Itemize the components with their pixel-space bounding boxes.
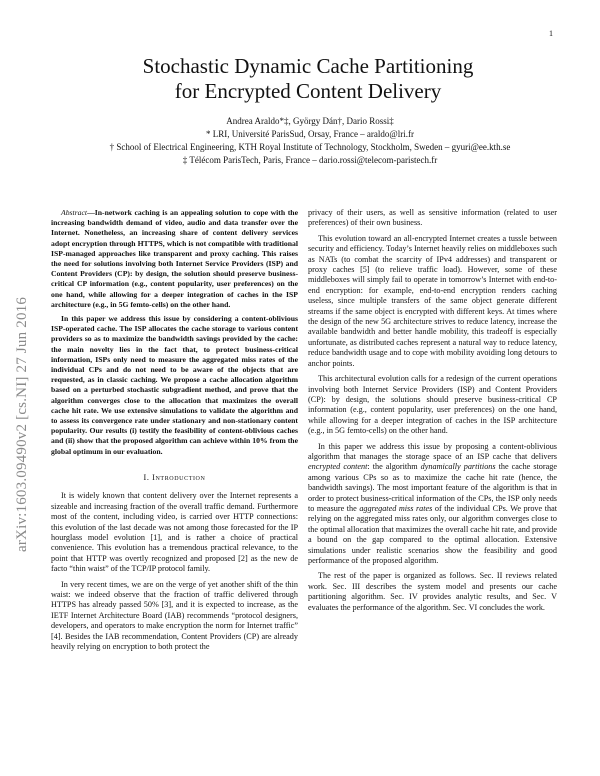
abstract-label: Abstract [61, 208, 88, 217]
affiliation-lri: * LRI, Université ParisSud, Orsay, France – araldo@lri.fr [206, 129, 414, 139]
paper-title [60, 54, 556, 104]
section-heading-introduction: I. Introduction [143, 472, 206, 482]
affiliation-telecom: ‡ Télécom ParisTech, Paris, France – dario.rossi@telecom-paristech.fr [182, 155, 438, 165]
p3-emphasis-miss-rates: aggregated miss rates [359, 503, 433, 513]
abstract-text-1: —In-network caching is an appealing solution to cope with the increasing bandwidth demand of video, audio and data transfer over the Internet. Nonetheless, an increasing share of content delivery services adopt encryption through HTTPS, which is not compatible with traditional ISP-managed approaches like transparent and proxy caching. This raises the need for solutions involving both Internet Service Providers (ISP) and Content Providers (CP): by design, the solution should preserve business-critical CP information (e.g., content popularity, user preferences) on the one hand, while allowing for a deeper integration of caches in the ISP architecture (e.g., in 5G femto-cells) on the other hand. [51, 208, 298, 309]
right-paragraph-3 [308, 442, 557, 567]
intro-paragraph-2: In very recent times, we are on the verge of yet another shift of the thin waist: we indeed observe that the fraction of traffic delivered through HTTPS has already passed 50% [3], and it is expected to increase, as the IETF Internet Architecture Board (IAB) recommends “protocol designers, developers, and operators to make encryption the norm for Internet traffic” [4]. Besides the IAB recommendation, Content Providers (CP) are already heavily relying on encryption to both protect the [51, 579, 298, 651]
page-number: 1 [549, 29, 553, 38]
right-paragraph-0: privacy of their users, as well as sensitive information (related to user preferences) of their own business. [308, 208, 557, 228]
title-line-2: for Encrypted Content Delivery [174, 79, 442, 103]
p3-text-d: of the individual CPs. We prove that relying on the aggregated miss rates only, our algorithm converges close to the optimal allocation that maximizes the overall cache hit rate, and provide a bound on the gap compared to the optimal allocation. Extensive simulations under realistic scenarios show the feasibility and good performance of the proposed algorithm. [308, 503, 557, 565]
abstract [51, 208, 298, 457]
p3-text-b: : the algorithm [367, 462, 421, 472]
intro-paragraph-1: It is widely known that content delivery over the Internet represents a sizeable and increasing fraction of the overall traffic demand. Furthermore most of the content, including video, is carried over HTTP connections: this evolution of the last decade was not among those forecasted for the IP hourglass model evolution [1], and is rather a choice of practical convenience. This evolution has a tremendous practical relevance, to the point that HTTP was overtly recognized and proposed [2] as the new de facto “thin waist” of the TCP/IP protocol family. [51, 491, 298, 574]
p3-text-c: the cache storage among various CPs so as to maximize the cache hit rate (hence, the bandwidth savings). The most important feature of the algorithm is that in order to protect business-critical information of the CPs, the ISP only needs to measure the [308, 462, 557, 513]
right-paragraph-1: This evolution toward an all-encrypted Internet creates a tussle between security and efficiency. Today’s Internet heavily relies on middleboxes such as NATs (to combat the scarcity of IPv4 addresses) and transparent or proxy caches [5] (to relieve traffic load). However, some of these middleboxes will simply fail to operate in tomorrow’s Internet with end-to-end encryption: for example, end-to-end encryption renders caching useless, since multiple transfers of the same object generate different streams if the same object is encrypted with different keys. At times where the design of the new 5G architecture strives to reduce latency, increase the available bandwidth and better handle mobility, this tradeoff is especially unfortunate, as distributed caches represent a natural way to reduce latency, reduce bandwidth usage and to cope with mobility avoiding long detours to anchor points. [308, 233, 557, 368]
abstract-paragraph-1 [51, 208, 298, 310]
right-paragraph-2: This architectural evolution calls for a redesign of the current operations involving both Internet Service Providers (ISP) and Content Providers (CP): by design, the solutions should preserve business-critical CP information (e.g., content popularity, user preferences) on the one hand, while allowing for a deeper integration of caches in the ISP architecture (e.g., in 5G femto-cells) on the other hand. [308, 374, 557, 436]
p3-text-a: In this paper we address this issue by proposing a content-oblivious algorithm that manages the storage space of an ISP cache that delivers [308, 441, 557, 461]
affiliation-kth: † School of Electrical Engineering, KTH Royal Institute of Technology, Stockholm, Sweden – gyuri@ee.kth.se [109, 142, 511, 152]
p3-emphasis-encrypted: encrypted content [308, 462, 368, 472]
arxiv-stamp: arXiv:1603.09490v2 [cs.NI] 27 Jun 2016 [14, 296, 30, 552]
title-line-1: Stochastic Dynamic Cache Partitioning [142, 54, 474, 78]
right-paragraph-4: The rest of the paper is organized as follows. Sec. II reviews related work. Sec. III describes the system model and presents our cache partitioning algorithm. Sec. IV provides analytic results, and Sec. V evaluates the performance of the algorithm. Sec. VI concludes the work. [308, 571, 557, 612]
author-block [40, 115, 580, 167]
right-column [308, 208, 557, 618]
p3-emphasis-partitions: dynamically partitions [420, 462, 496, 472]
author-names: Andrea Araldo*‡, György Dán†, Dario Rossi‡ [226, 116, 394, 126]
abstract-paragraph-2: In this paper we address this issue by considering a content-oblivious ISP-operated cache. The ISP allocates the cache storage to various content providers so as to maximize the bandwidth savings provided by the cache: the main novelty lies in the fact that, to protect business-critical information, ISPs only need to measure the aggregated miss rates of the individual CPs and do not need to be aware of the objects that are requested, as in classic caching. We propose a cache allocation algorithm based on a perturbed stochastic subgradient method, and prove that the algorithm converges close to the allocation that maximizes the overall cache hit rate. We use extensive simulations to validate the algorithm and to assess its convergence rate under stationary and non-stationary content popularity. Our results (i) testify the feasibility of content-oblivious caches and (ii) show that the proposed algorithm can achieve within 10% from the global optimum in our evaluation. [51, 314, 298, 456]
left-column [51, 208, 298, 657]
